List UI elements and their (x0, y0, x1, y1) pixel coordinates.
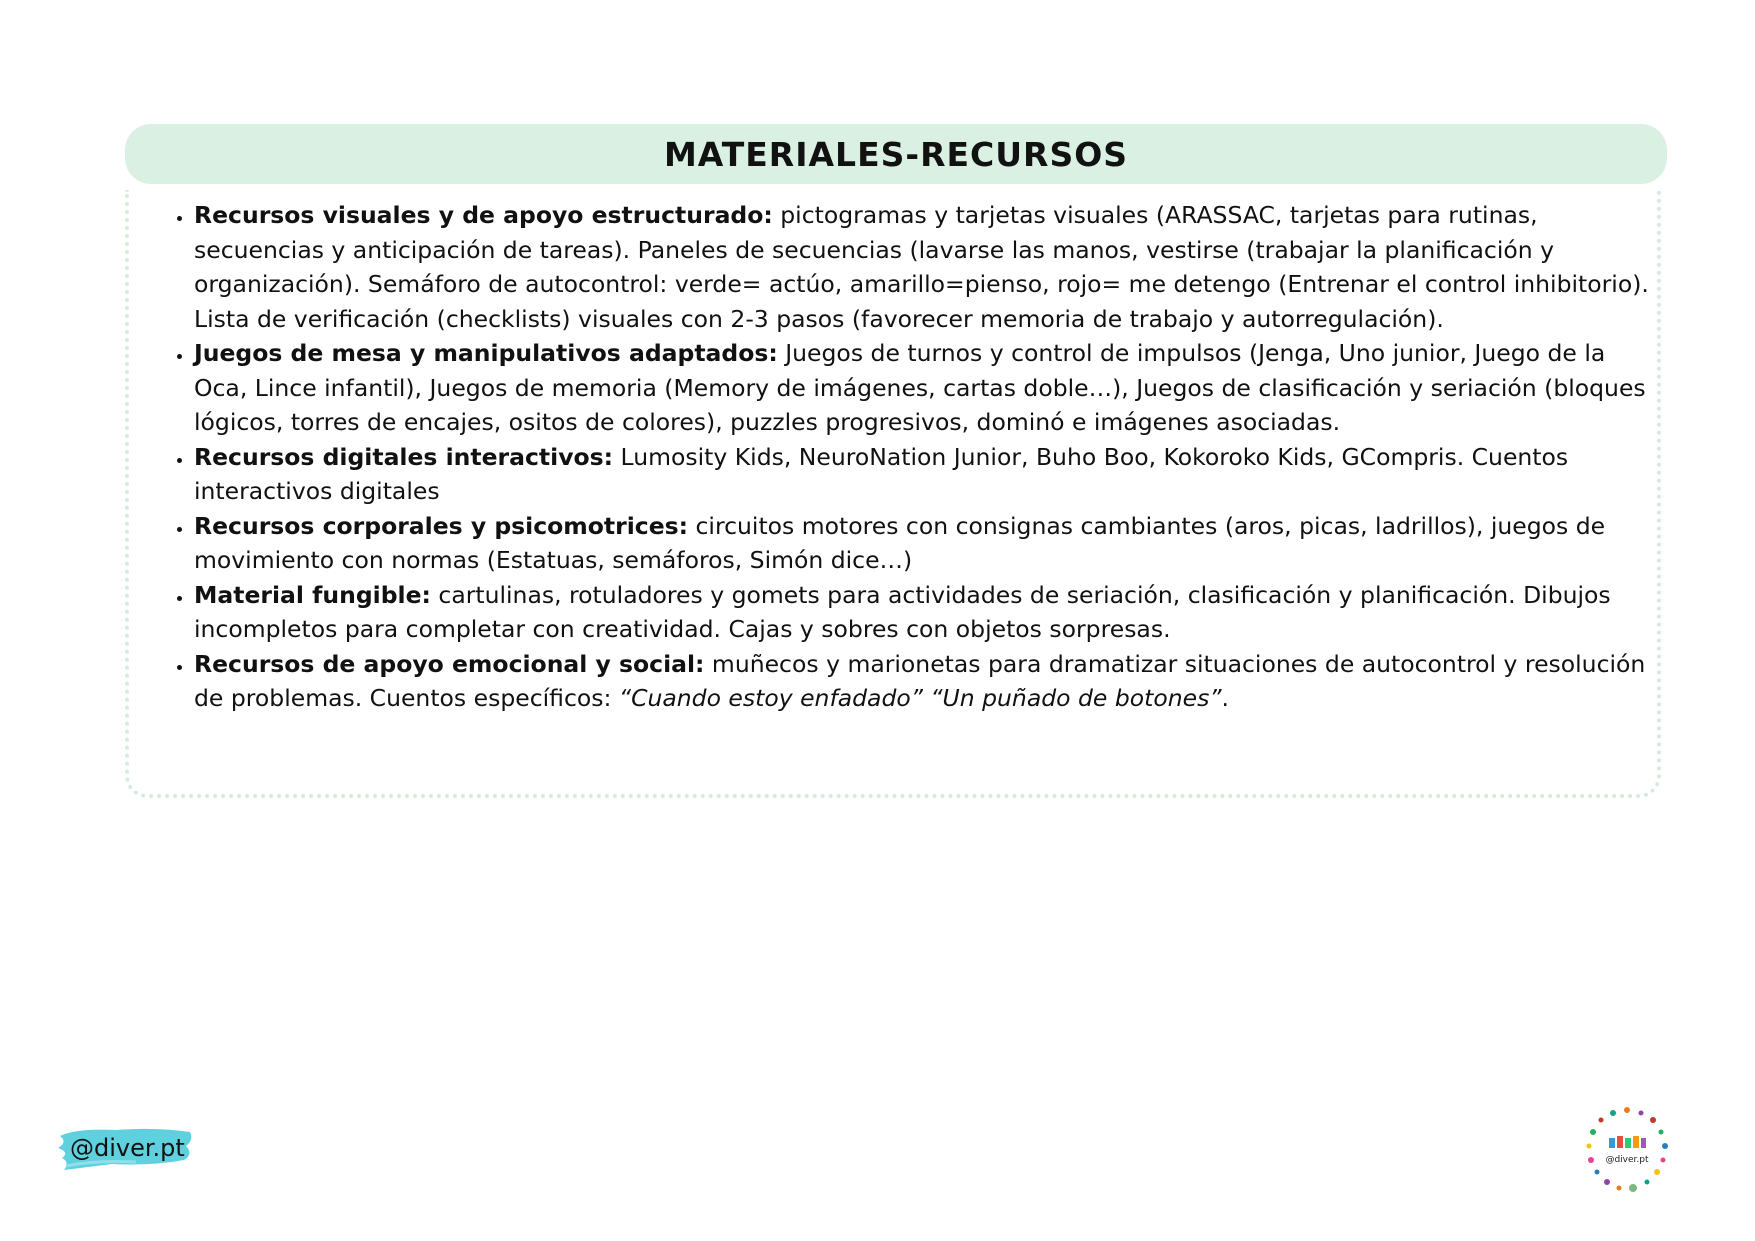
item-title: Recursos corporales y psicomotrices: (194, 511, 689, 540)
logo-icon (1577, 1100, 1677, 1200)
brand-handle: @diver.pt (70, 1134, 185, 1162)
list-item (194, 578, 1654, 647)
list-item (194, 336, 1654, 440)
brand-tag (56, 1124, 196, 1172)
list-item (194, 440, 1654, 509)
item-title: Recursos de apoyo emocional y social: (194, 649, 705, 678)
item-title: Material fungible: (194, 580, 431, 609)
logo-label: @diver.pt (1605, 1155, 1649, 1165)
item-quote: “Cuando estoy enfadado” “Un puñado de botones” (618, 684, 1222, 712)
item-title: Juegos de mesa y manipulativos adaptados: (194, 339, 778, 367)
list-item (194, 647, 1654, 716)
item-text: pictogramas y tarjetas visuales (ARASSAC, tarjetas para rutinas, secuencias y anticipación de tareas). Paneles de secuencias (lavarse las manos, vestirse (trabajar la planificación y organización). Semáforo de autocontrol: verde= actúo, amarillo=pienso, rojo= me detengo (Entrenar el control inhibitorio). Lista de verificación (checklists) visuales con 2-3 pasos (favorecer memoria de trabajo y autorregulación). (194, 201, 1649, 333)
page-title: MATERIALES-RECURSOS (663, 134, 1129, 174)
item-text: Lumosity Kids, NeuroNation Junior, Buho Boo, Kokoroko Kids, GCompris. Cuentos interactivos digitales (194, 442, 1569, 505)
item-title: Recursos visuales y de apoyo estructurado: (194, 201, 773, 229)
resources-list (168, 198, 1654, 716)
title-banner (125, 124, 1667, 184)
list-item (194, 509, 1654, 578)
item-text: circuitos motores con consignas cambiantes (aros, picas, ladrillos), juegos de movimiento con normas (Estatuas, semáforos, Simón dice…) (194, 511, 1606, 574)
item-title: Recursos digitales interactivos: (194, 442, 614, 471)
item-end: . (1221, 684, 1229, 712)
diver-logo (1577, 1100, 1677, 1200)
item-text: muñecos y marionetas para dramatizar situaciones de autocontrol y resolución de problemas. Cuentos específicos: (194, 649, 1646, 712)
item-text: cartulinas, rotuladores y gomets para actividades de seriación, clasificación y planificación. Dibujos incompletos para completar con creatividad. Cajas y sobres con objetos sorpresas. (194, 580, 1611, 643)
list-item (194, 198, 1654, 336)
item-text: Juegos de turnos y control de impulsos (Jenga, Uno junior, Juego de la Oca, Lince infantil), Juegos de memoria (Memory de imágenes, cartas doble…), Juegos de clasificación y seriación (bloques lógicos, torres de encajes, ositos de colores), puzzles progresivos, dominó e imágenes asociadas. (194, 339, 1646, 436)
